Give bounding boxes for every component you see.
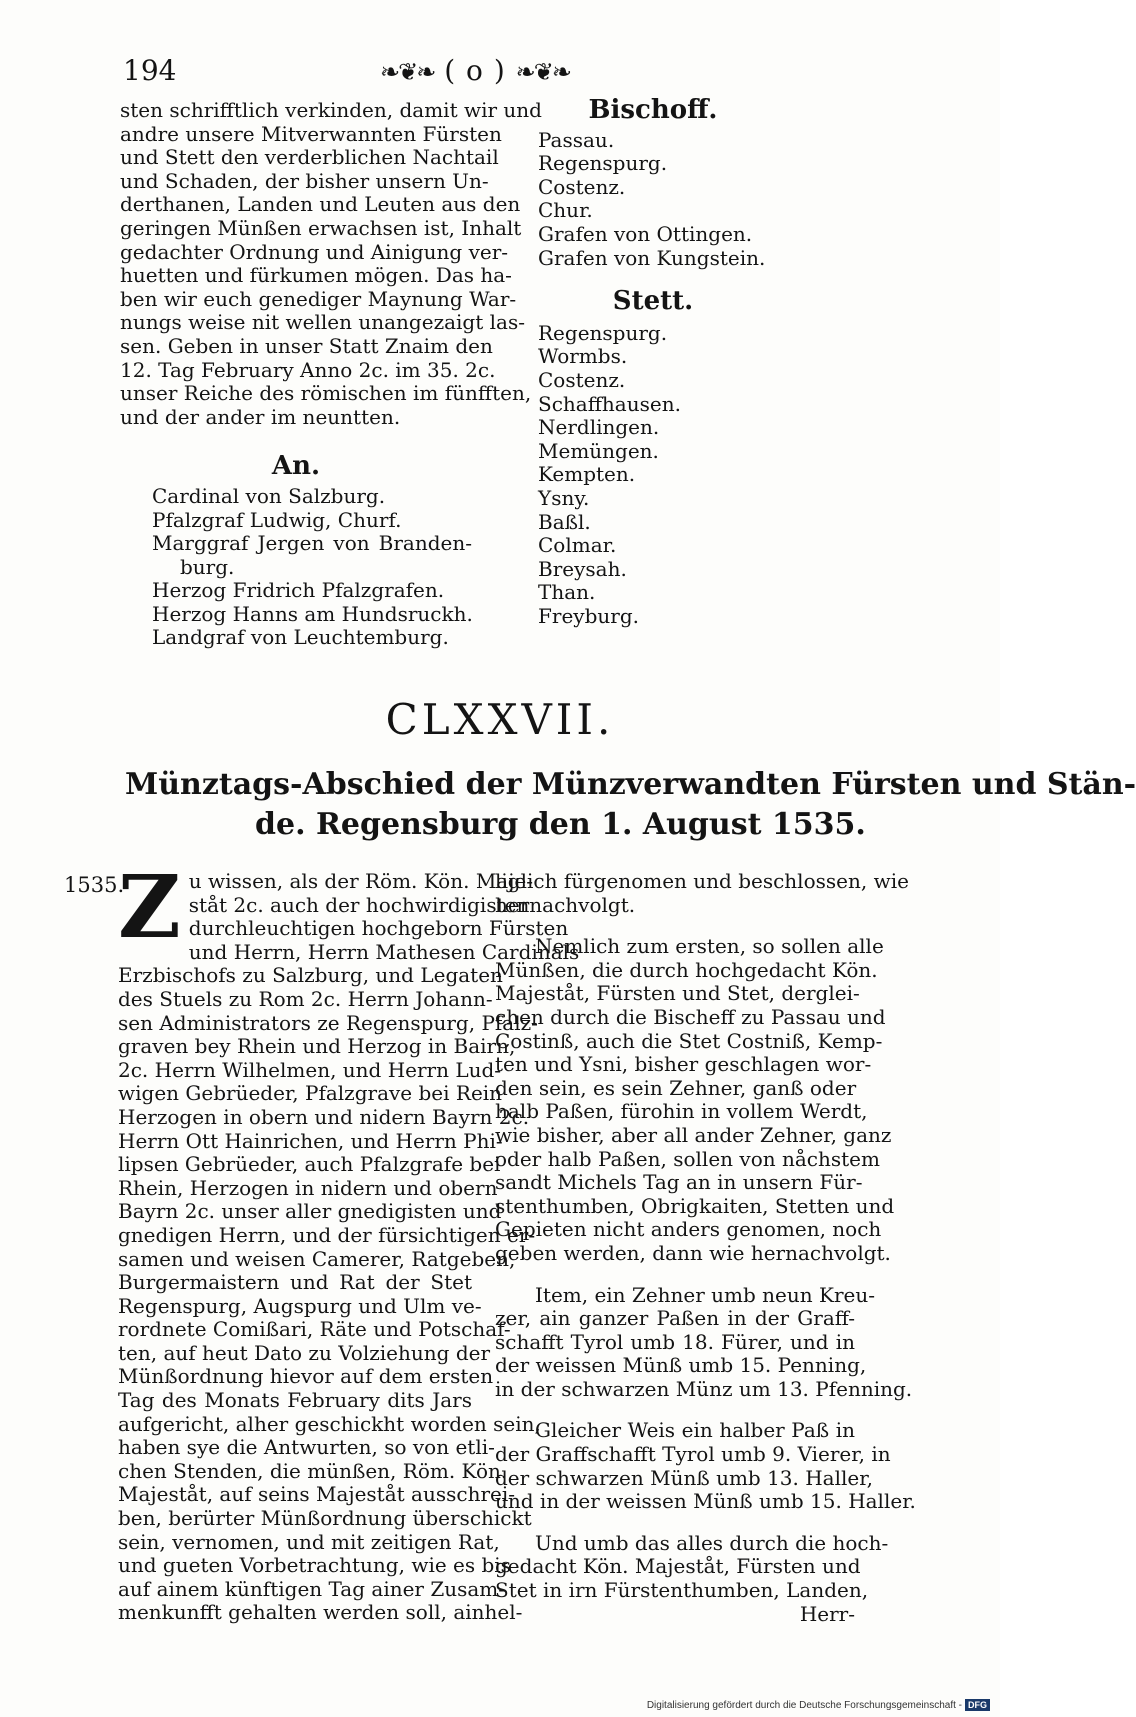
text-line: wigen Gebrüeder, Pfalzgrave bei Rein bbox=[118, 1081, 503, 1106]
top-left-column bbox=[120, 98, 542, 650]
text-line: Gleicher Weis ein halber Paß in bbox=[535, 1418, 855, 1443]
footer-text: Digitalisierung gefördert durch die Deutsche Forschungsgemeinschaft - bbox=[646, 1699, 962, 1711]
stett-item: Memüngen. bbox=[538, 438, 659, 463]
text-line: zer, ain ganzer Paßen in der Graff- bbox=[495, 1306, 855, 1331]
text-line: liglich fürgenomen und beschlossen, wie bbox=[495, 869, 909, 893]
text-line: unser Reiche des römischen im fünfften, bbox=[120, 381, 532, 406]
bischoff-item: Costenz. bbox=[538, 174, 626, 199]
text-line: Burgermaistern und Rat der Stet bbox=[118, 1270, 472, 1295]
paragraph-2 bbox=[495, 934, 895, 1265]
text-line: Herzogen in obern und nidern Bayrn 2c. bbox=[118, 1104, 530, 1129]
text-line: Münßordnung hievor auf dem ersten bbox=[118, 1364, 494, 1389]
title-line-2: de. Regensburg den 1. August 1535. bbox=[255, 807, 866, 842]
stett-item: Breysah. bbox=[538, 556, 627, 581]
text-line: nungs weise nit wellen unangezaigt las- bbox=[120, 310, 525, 335]
text-line: ståt 2c. auch der hochwirdigisten bbox=[188, 892, 530, 917]
text-line: sten schrifftlich verkinden, damit wir und bbox=[120, 98, 542, 122]
text-line: aufgericht, alher geschickht worden sein, bbox=[118, 1411, 541, 1436]
text-line: andre unsere Mitverwannten Fürsten bbox=[120, 121, 502, 146]
text-line: gedachter Ordnung und Ainigung ver- bbox=[120, 239, 509, 264]
addressee-item: Marggraf Jergen von Branden- bbox=[152, 531, 472, 556]
text-line: menkunfft gehalten werden soll, ainhel- bbox=[118, 1600, 523, 1625]
text-line: Item, ein Zehner umb neun Kreu- bbox=[535, 1282, 875, 1307]
text-line: ten, auf heut Dato zu Volziehung der bbox=[118, 1340, 491, 1365]
margin-year: 1535. bbox=[64, 873, 125, 897]
text-line: chen Stenden, die münßen, Röm. Kön. bbox=[118, 1458, 508, 1483]
text-line: 2c. Herrn Wilhelmen, und Herrn Lud- bbox=[118, 1057, 502, 1082]
text-line: Majeståt, Fürsten und Stet, derglei- bbox=[495, 981, 860, 1006]
stett-item: Than. bbox=[538, 580, 596, 605]
text-line: Erzbischofs zu Salzburg, und Legaten bbox=[118, 963, 503, 988]
document-title bbox=[125, 765, 1136, 845]
drop-capital: Z bbox=[118, 857, 181, 958]
text-line: Bayrn 2c. unser aller gnedigisten und bbox=[118, 1199, 502, 1224]
text-line: lipsen Gebrüeder, auch Pfalzgrafe bei bbox=[118, 1152, 501, 1177]
addressee-item: Herzog Fridrich Pfalzgrafen. bbox=[152, 578, 445, 603]
stett-item: Kempten. bbox=[538, 462, 636, 487]
stett-item: Baßl. bbox=[538, 509, 591, 534]
stett-heading: Stett. bbox=[612, 286, 694, 317]
addressee-item: Pfalzgraf Ludwig, Churf. bbox=[152, 507, 402, 532]
text-line: auf ainem künftigen Tag ainer Zusam- bbox=[118, 1576, 506, 1601]
text-line: Nemlich zum ersten, so sollen alle bbox=[535, 934, 884, 959]
text-line: und Herrn, Herrn Mathesen Cardinals bbox=[188, 939, 580, 964]
document-number: CLXXVII. bbox=[385, 695, 615, 744]
stett-item: Freyburg. bbox=[538, 603, 639, 628]
text-line: derthanen, Landen und Leuten aus den bbox=[120, 192, 521, 217]
text-line: sandt Michels Tag an in unsern Für- bbox=[495, 1170, 863, 1195]
bischoff-heading: Bischoff. bbox=[588, 95, 718, 125]
text-line: Münßen, die durch hochgedacht Kön. bbox=[495, 957, 878, 982]
text-line: Regenspurg, Augspurg und Ulm ve- bbox=[118, 1293, 482, 1318]
text-line: Costinß, auch die Stet Costniß, Kemp- bbox=[495, 1028, 883, 1053]
text-line: ben, berürter Münßordnung überschickt bbox=[118, 1506, 532, 1531]
text-line: 12. Tag February Anno 2c. im 35. 2c. bbox=[120, 357, 496, 382]
center-mark: ( o ) bbox=[444, 54, 506, 87]
text-line: oder halb Paßen, sollen von nåchstem bbox=[495, 1146, 880, 1171]
ornament-right-icon: ❧❦❧ bbox=[515, 58, 570, 86]
text-line: der schwarzen Münß umb 13. Haller, bbox=[495, 1465, 873, 1490]
an-heading: An. bbox=[271, 451, 321, 482]
bischoff-item: Grafen von Ottingen. bbox=[538, 221, 753, 246]
addressee-item: Herzog Hanns am Hundsruckh. bbox=[152, 601, 473, 626]
stett-item: Costenz. bbox=[538, 367, 626, 392]
text-line: geringen Münßen erwachsen ist, Inhalt bbox=[120, 215, 522, 240]
paragraph-3 bbox=[495, 1282, 913, 1402]
bischoff-list bbox=[538, 129, 868, 271]
text-line: und in der weissen Münß umb 15. Haller. bbox=[495, 1489, 916, 1514]
stett-item: Wormbs. bbox=[538, 344, 628, 369]
text-line: der weissen Münß umb 15. Penning, bbox=[495, 1353, 867, 1378]
stett-item: Nerdlingen. bbox=[538, 415, 660, 440]
text-line: und Stett den verderblichen Nachtail bbox=[120, 145, 499, 170]
text-line: schafft Tyrol umb 18. Fürer, und in bbox=[495, 1329, 855, 1354]
text-line: ten und Ysni, bisher geschlagen wor- bbox=[495, 1052, 872, 1077]
stett-list bbox=[538, 322, 868, 629]
text-line: sein, vernomen, und mit zeitigen Rat, bbox=[118, 1529, 500, 1554]
addressee-list bbox=[120, 485, 472, 650]
text-line: stenthumben, Obrigkaiten, Stetten und bbox=[495, 1193, 895, 1218]
paragraph-5 bbox=[495, 1530, 889, 1603]
paragraph-1 bbox=[495, 869, 909, 917]
text-line: Gepieten nicht anders genomen, noch bbox=[495, 1217, 882, 1242]
bischoff-item: Passau. bbox=[538, 127, 615, 152]
text-line: Tag des Monats February dits Jars bbox=[118, 1388, 472, 1413]
page-number: 194 bbox=[123, 54, 177, 87]
addressee-item: Landgraf von Leuchtemburg. bbox=[152, 625, 449, 650]
running-header bbox=[380, 54, 570, 87]
text-line: wie bisher, aber all ander Zehner, ganz bbox=[495, 1122, 892, 1147]
stett-item: Regenspurg. bbox=[538, 320, 668, 345]
text-line: geben werden, dann wie hernachvolgt. bbox=[495, 1240, 891, 1265]
text-line: Stet in irn Fürstenthumben, Landen, bbox=[495, 1578, 869, 1603]
text-line: Und umb das alles durch die hoch- bbox=[535, 1530, 889, 1555]
body-right-column bbox=[495, 869, 916, 1626]
text-line: ben wir euch genediger Maynung War- bbox=[120, 286, 517, 311]
text-line: Herrn Ott Hainrichen, und Herrn Phi- bbox=[118, 1128, 503, 1153]
addressee-item: Cardinal von Salzburg. bbox=[152, 483, 386, 508]
text-line: graven bey Rhein und Herzog in Bairn, bbox=[118, 1034, 516, 1059]
stett-item: Schaffhausen. bbox=[538, 391, 681, 416]
text-line: in der schwarzen Münz um 13. Pfenning. bbox=[495, 1376, 913, 1401]
bischoff-item: Regenspurg. bbox=[538, 151, 668, 176]
text-line: des Stuels zu Rom 2c. Herrn Johann- bbox=[118, 986, 493, 1011]
text-line: gedacht Kön. Majeståt, Fürsten und bbox=[495, 1554, 861, 1579]
bischoff-item: Chur. bbox=[538, 198, 593, 223]
text-line: Rhein, Herzogen in nidern und obern bbox=[118, 1175, 498, 1200]
text-line: und Schaden, der bisher unsern Un- bbox=[120, 168, 489, 193]
paragraph-4 bbox=[495, 1418, 916, 1514]
text-line: sen. Geben in unser Statt Znaim den bbox=[120, 333, 493, 358]
text-line: und gueten Vorbetrachtung, wie es bis bbox=[118, 1553, 511, 1578]
text-line: samen und weisen Camerer, Ratgeben, bbox=[118, 1246, 516, 1271]
text-line: huetten und fürkumen mögen. Das ha- bbox=[120, 263, 512, 288]
text-line: sen Administrators ze Regenspurg, Pfalz- bbox=[118, 1010, 538, 1035]
dfg-logo-icon: DFG bbox=[965, 1699, 990, 1711]
title-line-1: Münztags-Abschied der Münzverwandten Fürsten und Stän- bbox=[125, 767, 1136, 802]
text-line: den sein, es sein Zehner, ganß oder bbox=[495, 1075, 857, 1100]
text-line: und der ander im neuntten. bbox=[120, 404, 401, 429]
stett-item: Colmar. bbox=[538, 533, 617, 558]
text-line: u wissen, als der Röm. Kön. Maje- bbox=[188, 869, 534, 893]
text-line: hernachvolgt. bbox=[495, 892, 636, 917]
text-line: rordnete Comißari, Räte und Potschaf- bbox=[118, 1317, 511, 1342]
text-line: durchleuchtigen hochgeborn Fürsten bbox=[188, 916, 569, 941]
text-line: halb Paßen, fürohin in vollem Werdt, bbox=[495, 1099, 868, 1124]
bischoff-item: Grafen von Kungstein. bbox=[538, 245, 766, 270]
digitization-footer bbox=[647, 1699, 990, 1711]
ornament-left-icon: ❧❦❧ bbox=[380, 58, 435, 86]
text-line: gnedigen Herrn, und der fürsichtigen er- bbox=[118, 1222, 536, 1247]
top-right-column bbox=[538, 95, 868, 628]
text-line: der Graffschafft Tyrol umb 9. Vierer, in bbox=[495, 1442, 891, 1467]
text-line: chen durch die Bischeff zu Passau und bbox=[495, 1004, 886, 1029]
text-line: Majeståt, auf seins Majeståt ausschrei- bbox=[118, 1482, 516, 1507]
letter-text bbox=[120, 98, 542, 429]
stett-item: Ysny. bbox=[538, 485, 590, 510]
catchword: Herr- bbox=[799, 1601, 855, 1626]
addressee-item: burg. bbox=[180, 554, 235, 579]
text-line: haben sye die Antwurten, so von etli- bbox=[118, 1435, 495, 1460]
